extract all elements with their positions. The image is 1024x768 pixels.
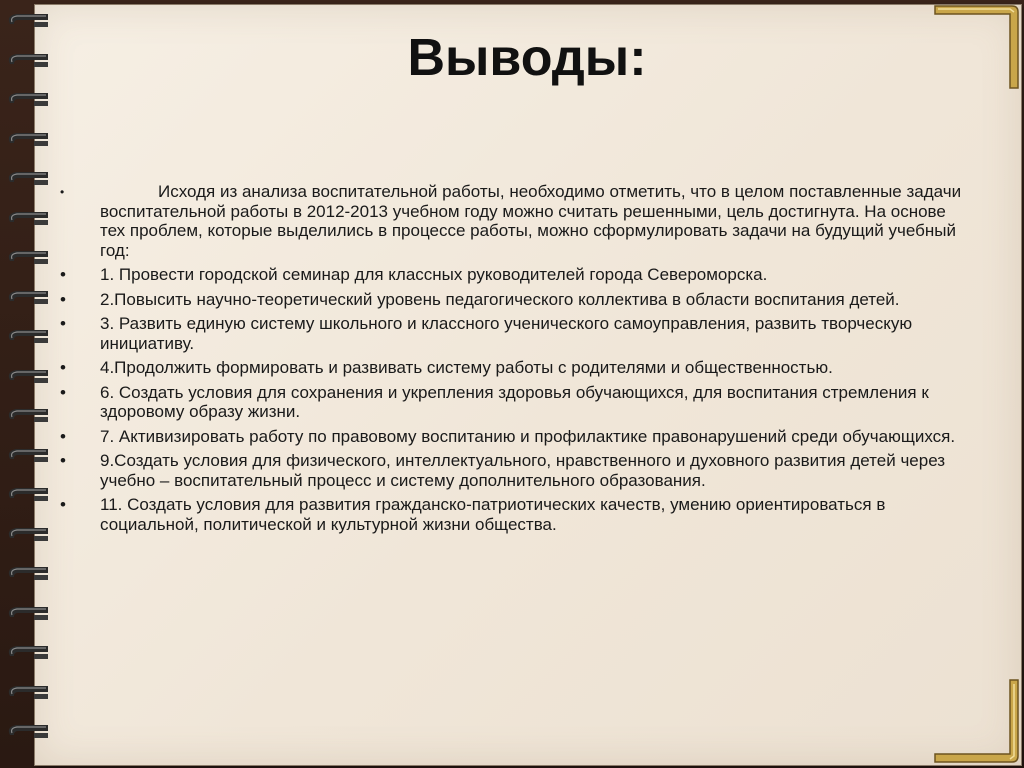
spiral-ring-icon (4, 563, 50, 583)
spiral-ring-icon (4, 89, 50, 109)
bullet-dot: • (60, 289, 66, 309)
bullet-dot: • (60, 265, 66, 284)
spiral-ring-icon (4, 10, 50, 30)
bullet-dot: • (60, 495, 66, 514)
bullet-text: 2.Повысить научно-теоретический уровень педагогического коллектива в области воспитания детей. (100, 289, 900, 309)
spiral-ring-icon (4, 247, 50, 267)
bullet-dot: • (60, 451, 66, 470)
spiral-ring-icon (4, 168, 50, 188)
bullet-item (58, 265, 968, 285)
bullet-text: Исходя из анализа воспитательной работы, необходимо отметить, что в целом поставленные задачи воспитательной работы в 2012-2013 учебном году можно считать решенными, цель достигнута. На основе тех проблем, которые выделились в процессе работы, можно сформулировать задачи на будущий учебный год: (100, 182, 962, 260)
spiral-ring-icon (4, 405, 50, 425)
bullet-dot: • (60, 382, 66, 402)
spiral-ring-icon (4, 326, 50, 346)
bullet-text: 4.Продолжить формировать и развивать систему работы с родителями и общественностью. (100, 358, 833, 377)
bullet-item (58, 451, 968, 490)
spiral-ring-icon (4, 603, 50, 623)
bullet-item (58, 427, 968, 447)
spiral-ring-icon (4, 682, 50, 702)
bullet-text: 1. Провести городской семинар для классных руководителей города Североморска. (100, 265, 768, 284)
bullet-item (58, 383, 968, 422)
spiral-ring-icon (4, 445, 50, 465)
bullet-text: 9.Создать условия для физического, интеллектуального, нравственного и духовного развития детей через учебно – воспитательный процесс и систему дополнительного образования. (100, 451, 946, 490)
slide-title: Выводы: (407, 29, 647, 87)
bullet-text: 11. Создать условия для развития гражданско-патриотических качеств, умению ориентироваться в социальной, политической и культурной жизни общества. (100, 495, 886, 534)
bullet-dot: • (60, 358, 66, 377)
bullet-item (58, 358, 968, 378)
spiral-binding (0, 10, 60, 760)
spiral-ring-icon (4, 524, 50, 544)
spiral-ring-icon (4, 208, 50, 228)
bullet-dot: • (60, 314, 66, 333)
bullet-item (58, 182, 968, 260)
spiral-ring-icon (4, 721, 50, 741)
bullet-text: 6. Создать условия для сохранения и укрепления здоровья обучающихся, для воспитания стремления к здоровому образу жизни. (100, 382, 929, 421)
bullet-item (58, 290, 968, 310)
bullet-dot: • (60, 185, 65, 199)
spiral-ring-icon (4, 642, 50, 662)
spiral-ring-icon (4, 287, 50, 307)
bullet-item (58, 314, 968, 353)
spiral-ring-icon (4, 129, 50, 149)
metal-corner-icon (930, 676, 1020, 766)
bullet-list (58, 182, 968, 539)
spiral-ring-icon (4, 366, 50, 386)
spiral-ring-icon (4, 484, 50, 504)
bullet-item (58, 495, 968, 534)
bullet-text: 3. Развить единую систему школьного и классного ученического самоуправления, развить творческую инициативу. (100, 314, 913, 353)
bullet-text: 7. Активизировать работу по правовому воспитанию и профилактике правонарушений среди обучающихся. (100, 426, 956, 446)
bullet-dot: • (60, 426, 66, 446)
